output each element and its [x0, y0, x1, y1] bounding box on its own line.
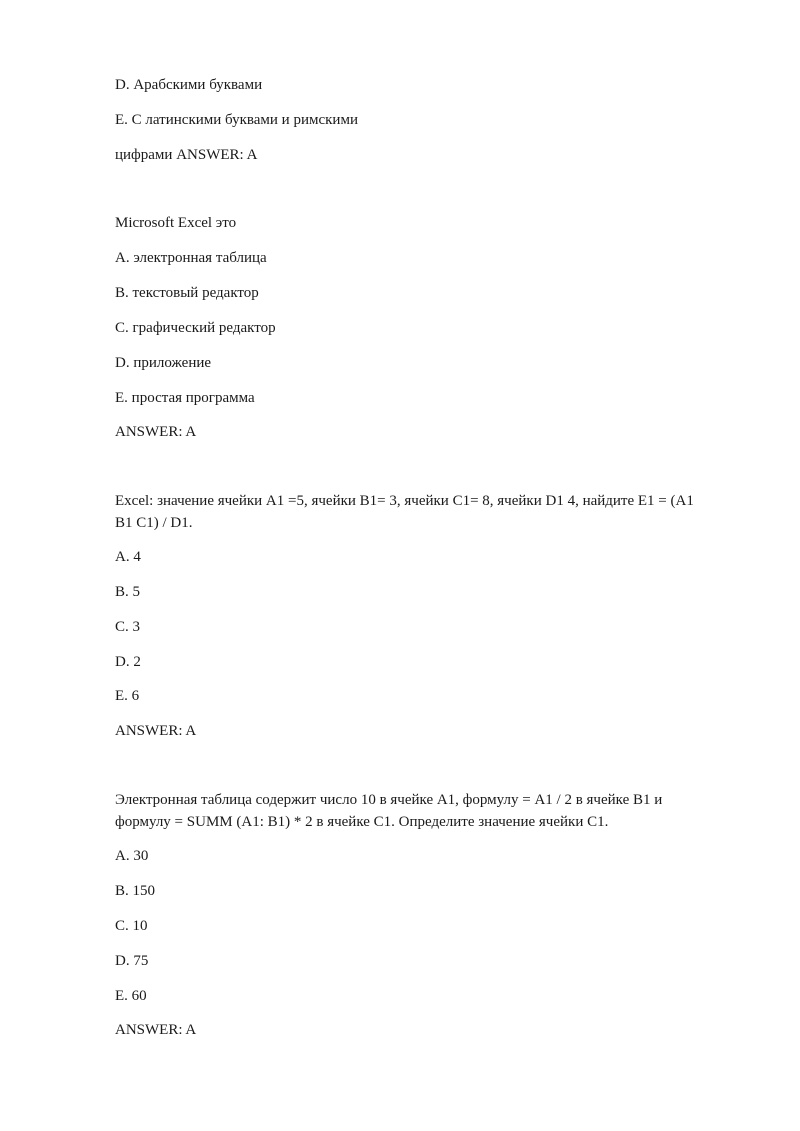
- prev-option-d: D. Арабскими буквами: [115, 77, 263, 93]
- prev-option-e: E. С латинскими буквами и римскими: [115, 112, 358, 128]
- question-1-option-d: D. приложение: [115, 355, 212, 371]
- question-1-text: Microsoft Excel это: [115, 215, 237, 231]
- question-2-option-c: C. 3: [115, 619, 141, 635]
- question-1-answer: ANSWER: A: [115, 424, 197, 440]
- question-2-answer: ANSWER: A: [115, 723, 197, 739]
- question-3-option-b: B. 150: [115, 883, 156, 899]
- question-2-option-e: E. 6: [115, 688, 140, 704]
- question-2-text-line-1: Excel: значение ячейки A1 =5, ячейки B1= 3, ячейки C1= 8, ячейки D1 4, найдите E1 = (A1: [115, 493, 694, 509]
- question-1-option-e: E. простая программа: [115, 390, 255, 406]
- question-1-option-c: C. графический редактор: [115, 320, 276, 336]
- question-2-option-d: D. 2: [115, 654, 141, 670]
- question-2-option-b: B. 5: [115, 584, 141, 600]
- question-3-option-d: D. 75: [115, 953, 149, 969]
- question-3-text-line-1: Электронная таблица содержит число 10 в ячейке A1, формулу = A1 / 2 в ячейке B1 и: [115, 792, 663, 808]
- question-1-option-a: A. электронная таблица: [115, 250, 267, 266]
- question-3-answer: ANSWER: A: [115, 1022, 197, 1038]
- question-3-option-c: C. 10: [115, 918, 148, 934]
- question-3-option-e: E. 60: [115, 988, 147, 1004]
- question-2-text-line-2: B1 C1) / D1.: [115, 515, 193, 531]
- question-2-option-a: A. 4: [115, 549, 141, 565]
- question-3-option-a: A. 30: [115, 848, 149, 864]
- question-1-option-b: B. текстовый редактор: [115, 285, 259, 301]
- question-3-text-line-2: формулу = SUMM (A1: B1) * 2 в ячейке C1. Определите значение ячейки C1.: [115, 814, 609, 830]
- prev-option-e-continued: цифрами ANSWER: A: [115, 147, 258, 163]
